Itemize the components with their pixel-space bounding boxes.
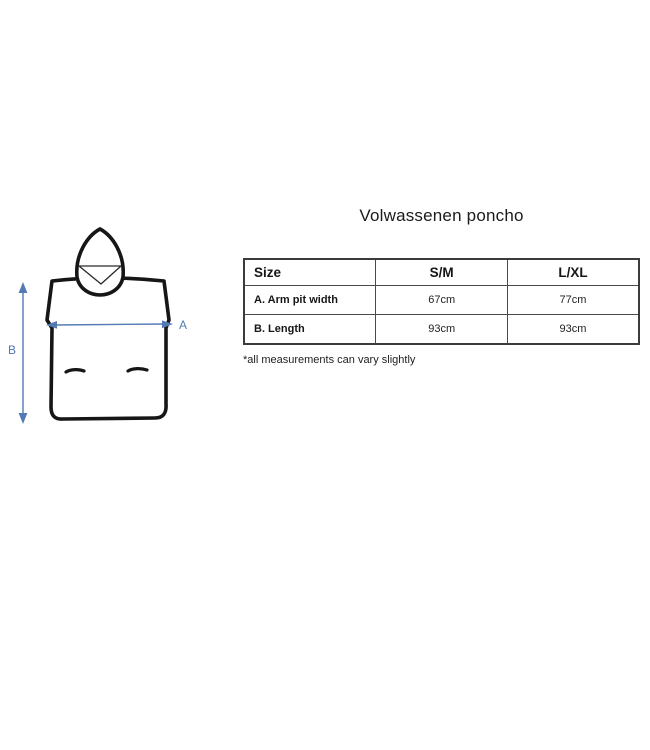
poncho-diagram — [0, 220, 200, 434]
sm-column-header: S/M — [376, 259, 508, 286]
size-column-header: Size — [244, 259, 376, 286]
armpit-width-label: A. Arm pit width — [244, 286, 376, 315]
armpit-width-lxl-value: 77cm — [507, 286, 639, 315]
table-row-length — [244, 315, 639, 345]
table-row-armpit-width — [244, 286, 639, 315]
lxl-column-header: L/XL — [507, 259, 639, 286]
poncho-hood-outline — [77, 229, 123, 295]
length-arrowhead-bottom — [19, 413, 28, 424]
size-table — [243, 258, 640, 345]
armpit-width-sm-value: 67cm — [376, 286, 508, 315]
length-row-label: B. Length — [244, 315, 376, 345]
poncho-body-outline — [47, 278, 169, 419]
page-title: Volwassenen poncho — [359, 206, 524, 225]
width-arrow-line — [55, 324, 165, 325]
width-label: A — [179, 318, 188, 332]
length-lxl-value: 93cm — [507, 315, 639, 345]
length-arrowhead-top — [19, 282, 28, 293]
length-measure-arrow — [8, 282, 27, 424]
length-sm-value: 93cm — [376, 315, 508, 345]
size-table-header-row — [244, 259, 639, 286]
length-label: B — [8, 343, 17, 357]
measurements-footnote: *all measurements can vary slightly — [243, 354, 416, 366]
